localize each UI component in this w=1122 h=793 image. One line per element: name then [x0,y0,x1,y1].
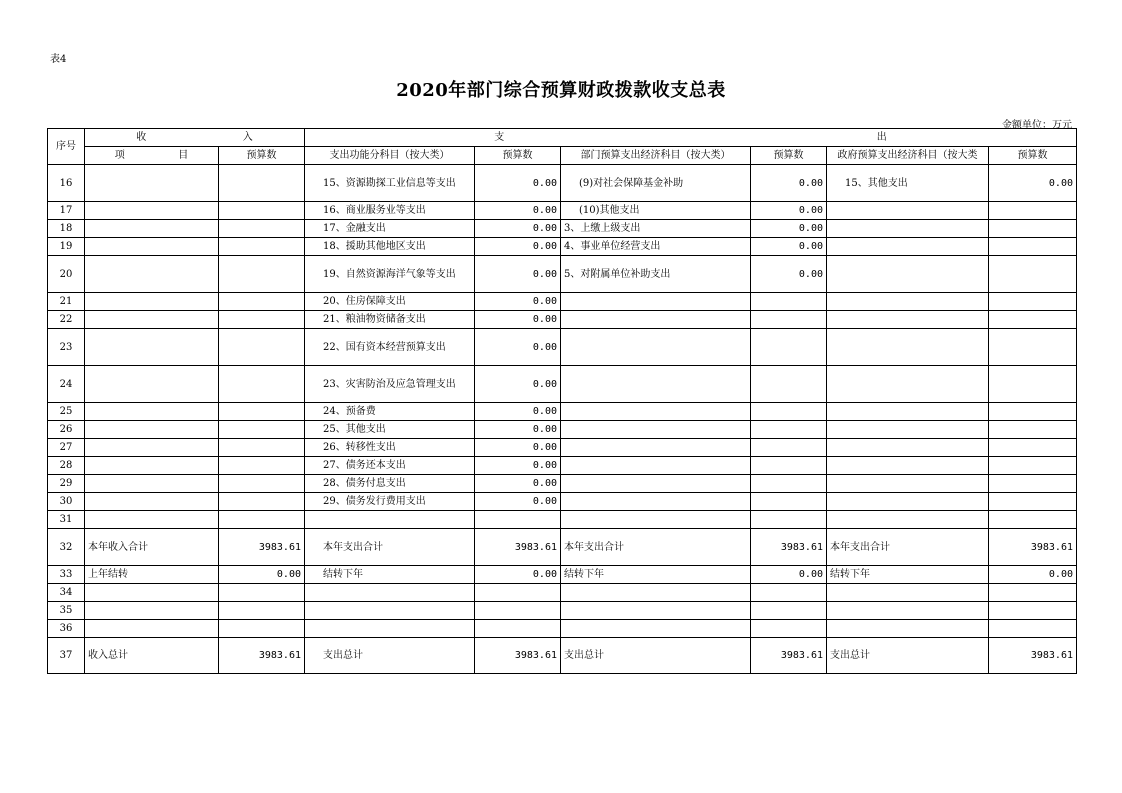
dept-item-cell: 结转下年 [561,566,751,584]
income-item-cell [85,493,219,511]
dept-amount-cell [751,311,827,329]
table-row [48,584,1077,602]
gov-item-cell [827,293,989,311]
income-item-cell [85,403,219,421]
seq-cell: 21 [48,293,85,311]
gov-amount-cell: 0.00 [989,165,1077,202]
dept-amount-cell [751,475,827,493]
income-item-cell [85,220,219,238]
table-row [48,202,1077,220]
dept-item-cell: 3、上缴上级支出 [561,220,751,238]
dept-item-cell [561,475,751,493]
dept-amount-cell [751,366,827,403]
dept-amount-cell [751,293,827,311]
table-row [48,256,1077,293]
table-label: 表4 [50,54,67,65]
table-row [48,220,1077,238]
func-amount-cell: 3983.61 [475,529,561,566]
income-budget-header: 预算数 [219,147,305,165]
dept-amount-cell: 0.00 [751,165,827,202]
table-row [48,493,1077,511]
gov-item-cell [827,329,989,366]
seq-cell: 24 [48,366,85,403]
func-amount-cell: 0.00 [475,457,561,475]
func-item-cell: 17、金融支出 [305,220,475,238]
gov-item-cell [827,584,989,602]
func-amount-cell: 0.00 [475,293,561,311]
dept-item-cell: 4、事业单位经营支出 [561,238,751,256]
income-amount-cell: 0.00 [219,566,305,584]
income-amount-cell [219,293,305,311]
gov-amount-cell [989,311,1077,329]
income-amount-cell [219,311,305,329]
income-item-cell [85,311,219,329]
table-row [48,620,1077,638]
func-amount-cell: 0.00 [475,256,561,293]
income-amount-cell [219,165,305,202]
gov-amount-cell: 3983.61 [989,638,1077,674]
gov-item-cell [827,238,989,256]
gov-amount-cell [989,238,1077,256]
func-amount-cell: 0.00 [475,202,561,220]
func-amount-cell: 0.00 [475,165,561,202]
table-row [48,366,1077,403]
seq-cell: 16 [48,165,85,202]
gov-amount-cell [989,584,1077,602]
func-amount-cell: 3983.61 [475,638,561,674]
seq-cell: 30 [48,493,85,511]
income-header-char2: 入 [242,132,253,143]
income-amount-cell [219,366,305,403]
income-item-cell [85,421,219,439]
income-item-cell: 上年结转 [85,566,219,584]
table-row [48,457,1077,475]
func-item-cell: 21、粮油物资储备支出 [305,311,475,329]
gov-item-cell [827,457,989,475]
table-row [48,602,1077,620]
gov-item-cell [827,493,989,511]
func-item-cell [305,584,475,602]
func-amount-cell: 0.00 [475,220,561,238]
dept-item-cell: (9)对社会保障基金补助 [561,165,751,202]
table-row [48,238,1077,256]
func-amount-cell: 0.00 [475,493,561,511]
item-header [85,147,219,165]
table-row [48,403,1077,421]
gov-item-cell [827,475,989,493]
dept-amount-cell: 0.00 [751,220,827,238]
income-amount-cell [219,439,305,457]
dept-amount-cell: 0.00 [751,256,827,293]
dept-item-cell [561,366,751,403]
dept-amount-cell: 0.00 [751,202,827,220]
gov-item-cell [827,421,989,439]
gov-item-cell [827,311,989,329]
func-item-cell: 25、其他支出 [305,421,475,439]
gov-amount-cell [989,439,1077,457]
gov-item-cell [827,403,989,421]
income-amount-cell: 3983.61 [219,638,305,674]
table-row [48,566,1077,584]
gov-amount-cell [989,511,1077,529]
gov-amount-cell [989,403,1077,421]
seq-cell: 33 [48,566,85,584]
income-item-cell [85,256,219,293]
gov-amount-cell [989,293,1077,311]
income-amount-cell: 3983.61 [219,529,305,566]
table-row [48,329,1077,366]
income-amount-cell [219,493,305,511]
func-item-cell: 18、援助其他地区支出 [305,238,475,256]
gov-amount-cell [989,620,1077,638]
func-item-cell [305,620,475,638]
dept-econ-header: 部门预算支出经济科目（按大类） [561,147,751,165]
dept-amount-cell [751,493,827,511]
gov-amount-cell [989,329,1077,366]
dept-item-cell: 5、对附属单位补助支出 [561,256,751,293]
income-amount-cell [219,457,305,475]
dept-item-cell [561,602,751,620]
income-header [85,129,305,147]
table-row [48,638,1077,674]
income-amount-cell [219,238,305,256]
gov-item-cell [827,602,989,620]
seq-cell: 32 [48,529,85,566]
seq-cell: 23 [48,329,85,366]
gov-amount-cell [989,421,1077,439]
income-item-cell [85,165,219,202]
income-amount-cell [219,511,305,529]
income-item-cell [85,457,219,475]
seq-cell: 18 [48,220,85,238]
func-amount-cell: 0.00 [475,403,561,421]
gov-amount-cell [989,220,1077,238]
income-item-cell [85,584,219,602]
income-amount-cell [219,256,305,293]
gov-item-cell [827,511,989,529]
func-item-cell: 26、转移性支出 [305,439,475,457]
dept-amount-cell [751,602,827,620]
seq-cell: 36 [48,620,85,638]
gov-amount-cell [989,202,1077,220]
func-item-cell: 22、国有资本经营预算支出 [305,329,475,366]
dept-amount-cell [751,511,827,529]
dept-amount-cell: 3983.61 [751,529,827,566]
func-item-cell: 23、灾害防治及应急管理支出 [305,366,475,403]
gov-item-cell: 15、其他支出 [827,165,989,202]
gov-amount-cell: 3983.61 [989,529,1077,566]
func-item-cell: 19、自然资源海洋气象等支出 [305,256,475,293]
income-item-cell [85,511,219,529]
func-item-cell [305,511,475,529]
func-item-cell: 29、债务发行费用支出 [305,493,475,511]
seq-cell: 31 [48,511,85,529]
income-amount-cell [219,202,305,220]
seq-cell: 27 [48,439,85,457]
dept-item-cell [561,584,751,602]
gov-item-cell: 本年支出合计 [827,529,989,566]
func-item-cell: 24、预备费 [305,403,475,421]
dept-amount-cell [751,329,827,366]
expense-header [305,129,1077,147]
budget-table [47,128,1077,674]
gov-econ-header: 政府预算支出经济科目（按大类 [827,147,989,165]
income-amount-cell [219,602,305,620]
gov-amount-cell: 0.00 [989,566,1077,584]
seq-cell: 25 [48,403,85,421]
func-item-cell: 支出总计 [305,638,475,674]
dept-item-cell [561,421,751,439]
dept-item-cell [561,493,751,511]
income-amount-cell [219,220,305,238]
table-row [48,293,1077,311]
dept-item-cell [561,293,751,311]
dept-item-cell [561,329,751,366]
func-amount-cell: 0.00 [475,439,561,457]
item-header-char1: 项 [114,150,125,161]
table-body [48,165,1077,674]
income-item-cell [85,366,219,403]
func-item-cell [305,602,475,620]
unit-note: 金额单位：万元 [1002,120,1072,131]
gov-amount-cell [989,493,1077,511]
func-amount-cell: 0.00 [475,329,561,366]
gov-amount-cell [989,256,1077,293]
seq-cell: 37 [48,638,85,674]
table-row [48,529,1077,566]
func-amount-cell: 0.00 [475,475,561,493]
income-amount-cell [219,620,305,638]
table-row [48,511,1077,529]
page-title: 2020年部门综合预算财政拨款收支总表 [396,80,726,101]
func-item-cell: 15、资源勘探工业信息等支出 [305,165,475,202]
gov-item-cell [827,366,989,403]
dept-item-cell [561,620,751,638]
dept-item-cell [561,439,751,457]
seq-cell: 35 [48,602,85,620]
table-row [48,311,1077,329]
income-amount-cell [219,584,305,602]
expense-header-char2: 出 [876,132,887,143]
income-item-cell [85,475,219,493]
gov-item-cell: 支出总计 [827,638,989,674]
income-item-cell [85,620,219,638]
dept-amount-cell: 0.00 [751,238,827,256]
func-item-cell: 结转下年 [305,566,475,584]
table-row [48,421,1077,439]
gov-amount-cell [989,366,1077,403]
income-item-cell [85,202,219,220]
header-row-1 [48,129,1077,147]
income-item-cell: 本年收入合计 [85,529,219,566]
dept-budget-header: 预算数 [751,147,827,165]
func-class-header: 支出功能分科目（按大类） [305,147,475,165]
seq-header: 序号 [48,129,85,165]
income-amount-cell [219,403,305,421]
gov-item-cell [827,202,989,220]
dept-amount-cell [751,457,827,475]
seq-cell: 34 [48,584,85,602]
income-header-char1: 收 [136,132,147,143]
dept-amount-cell [751,403,827,421]
income-amount-cell [219,421,305,439]
func-amount-cell: 0.00 [475,238,561,256]
dept-item-cell: 支出总计 [561,638,751,674]
func-amount-cell: 0.00 [475,566,561,584]
dept-amount-cell: 3983.61 [751,638,827,674]
table-row [48,165,1077,202]
func-item-cell: 27、债务还本支出 [305,457,475,475]
func-amount-cell: 0.00 [475,421,561,439]
header-row-2 [48,147,1077,165]
seq-cell: 19 [48,238,85,256]
dept-amount-cell: 0.00 [751,566,827,584]
func-amount-cell: 0.00 [475,311,561,329]
dept-amount-cell [751,584,827,602]
dept-amount-cell [751,620,827,638]
gov-amount-cell [989,475,1077,493]
gov-item-cell [827,256,989,293]
dept-amount-cell [751,439,827,457]
gov-item-cell [827,620,989,638]
income-item-cell [85,293,219,311]
gov-amount-cell [989,457,1077,475]
gov-amount-cell [989,602,1077,620]
table-row [48,439,1077,457]
func-amount-cell [475,602,561,620]
seq-cell: 22 [48,311,85,329]
func-item-cell: 20、住房保障支出 [305,293,475,311]
func-item-cell: 本年支出合计 [305,529,475,566]
income-amount-cell [219,329,305,366]
dept-item-cell: (10)其他支出 [561,202,751,220]
gov-item-cell [827,220,989,238]
dept-item-cell [561,311,751,329]
expense-header-char1: 支 [494,132,505,143]
dept-item-cell: 本年支出合计 [561,529,751,566]
seq-cell: 28 [48,457,85,475]
func-amount-cell [475,584,561,602]
income-item-cell: 收入总计 [85,638,219,674]
seq-cell: 26 [48,421,85,439]
dept-item-cell [561,403,751,421]
func-item-cell: 16、商业服务业等支出 [305,202,475,220]
seq-cell: 17 [48,202,85,220]
income-item-cell [85,329,219,366]
income-item-cell [85,238,219,256]
income-item-cell [85,602,219,620]
income-amount-cell [219,475,305,493]
dept-amount-cell [751,421,827,439]
item-header-char2: 目 [178,150,189,161]
func-amount-cell: 0.00 [475,366,561,403]
gov-budget-header: 预算数 [989,147,1077,165]
func-budget-header: 预算数 [475,147,561,165]
dept-item-cell [561,457,751,475]
table-row [48,475,1077,493]
seq-cell: 20 [48,256,85,293]
seq-cell: 29 [48,475,85,493]
func-item-cell: 28、债务付息支出 [305,475,475,493]
gov-item-cell [827,439,989,457]
func-amount-cell [475,511,561,529]
income-item-cell [85,439,219,457]
dept-item-cell [561,511,751,529]
gov-item-cell: 结转下年 [827,566,989,584]
func-amount-cell [475,620,561,638]
